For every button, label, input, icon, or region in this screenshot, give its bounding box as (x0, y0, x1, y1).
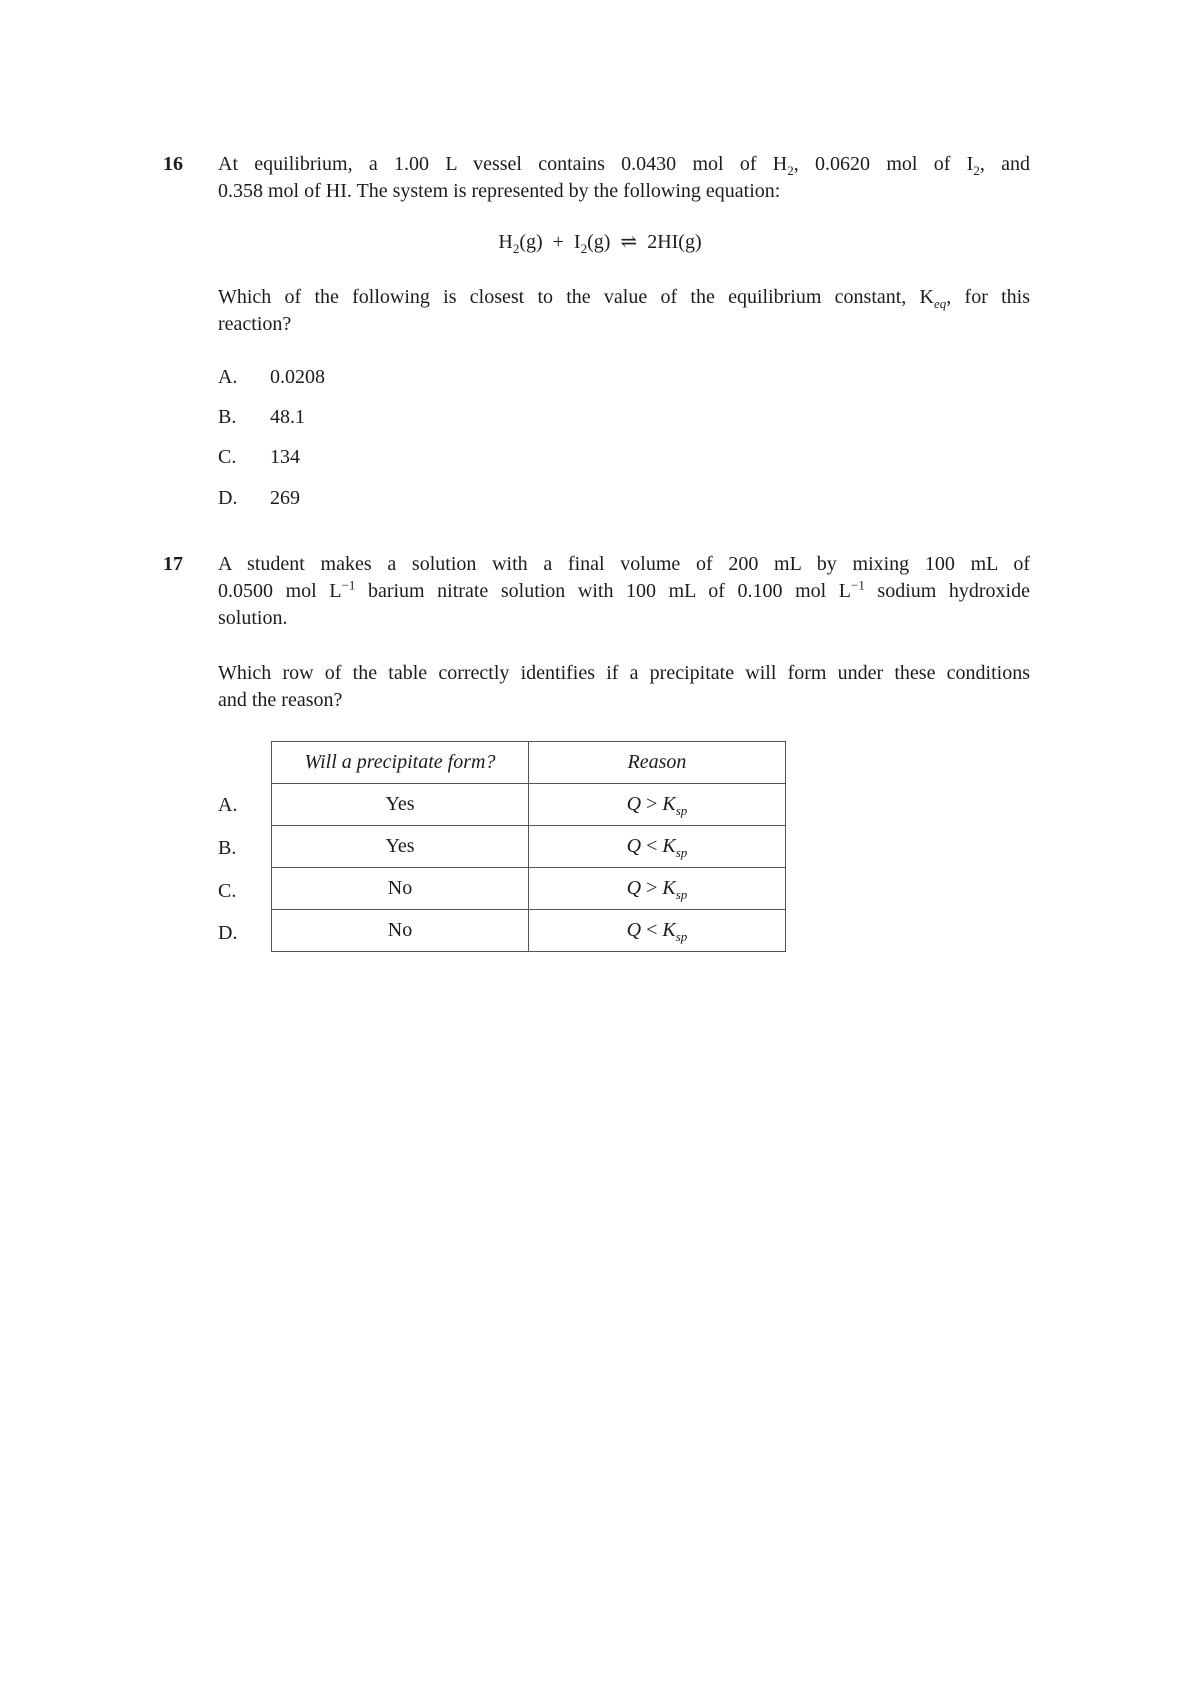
q16-option-c[interactable]: C. 134 (218, 446, 300, 468)
table-cell-form: Yes (272, 784, 529, 826)
q17-row-letter-a[interactable]: A. (218, 794, 238, 816)
table-cell-reason: $Q < K_{sp}$ (529, 826, 786, 868)
q17-row-letter-c[interactable]: C. (218, 880, 237, 902)
table-cell-reason: $Q < K_{sp}$ (529, 910, 786, 952)
table-row[interactable] (272, 868, 786, 910)
q16-option-a[interactable]: A. 0.0208 (218, 366, 325, 388)
table-row[interactable] (272, 910, 786, 952)
q17-question-line2: and the reason? (218, 689, 343, 711)
table-cell-form: No (272, 868, 529, 910)
q17-stem (218, 551, 1030, 632)
q16-option-d[interactable]: D. 269 (218, 487, 300, 509)
q17-stem-line2: 0.0500 mol $L^{-1}$ barium nitrate solution with 100 mL of 0.100 mol $L^{-1}$ sodium hydroxide (218, 577, 1030, 602)
q16-question-line1: Which of the following is closest to the value of the equilibrium constant, $K_{eq}$, for this (218, 286, 1030, 311)
q17-answer-table (271, 741, 786, 952)
q16-stem-line1: At equilibrium, a 1.00 L vessel contains 0.0430 mol of $H_2$, 0.0620 mol of $I_2$, and (218, 153, 1030, 178)
table-cell-reason: $Q > K_{sp}$ (529, 868, 786, 910)
q17-stem-line1: A student makes a solution with a final volume of 200 mL by mixing 100 mL of (218, 553, 1030, 575)
q16-option-b[interactable]: B. 48.1 (218, 406, 305, 428)
q16-stem-line2: 0.358 mol of HI. The system is represented by the following equation: (218, 180, 781, 202)
q17-question-line1: Which row of the table correctly identifies if a precipitate will form under these conditions (218, 662, 1030, 684)
q16-question-line2: reaction? (218, 313, 292, 335)
question-number-16: 16 (163, 153, 183, 175)
table-cell-form: No (272, 910, 529, 952)
q17-question (218, 660, 1030, 714)
table-header-row (272, 742, 786, 784)
q16-stem (218, 151, 1030, 205)
table-cell-reason: $Q > K_{sp}$ (529, 784, 786, 826)
equilibrium-arrow-icon: ⇌ (620, 231, 638, 253)
q17-row-letter-d[interactable]: D. (218, 922, 238, 944)
table-row[interactable] (272, 784, 786, 826)
table-cell-form: Yes (272, 826, 529, 868)
q16-question (218, 284, 1030, 338)
q17-row-letter-b[interactable]: B. (218, 837, 237, 859)
question-number-17: 17 (163, 553, 183, 575)
q16-equation: $H_2(g) + I_2(g)$ ⇌ 2HI(g) (498, 231, 702, 256)
q17-stem-line3: solution. (218, 607, 288, 629)
table-row[interactable] (272, 826, 786, 868)
table-header-precipitate: Will a precipitate form? (272, 742, 529, 784)
table-header-reason: Reason (529, 742, 786, 784)
